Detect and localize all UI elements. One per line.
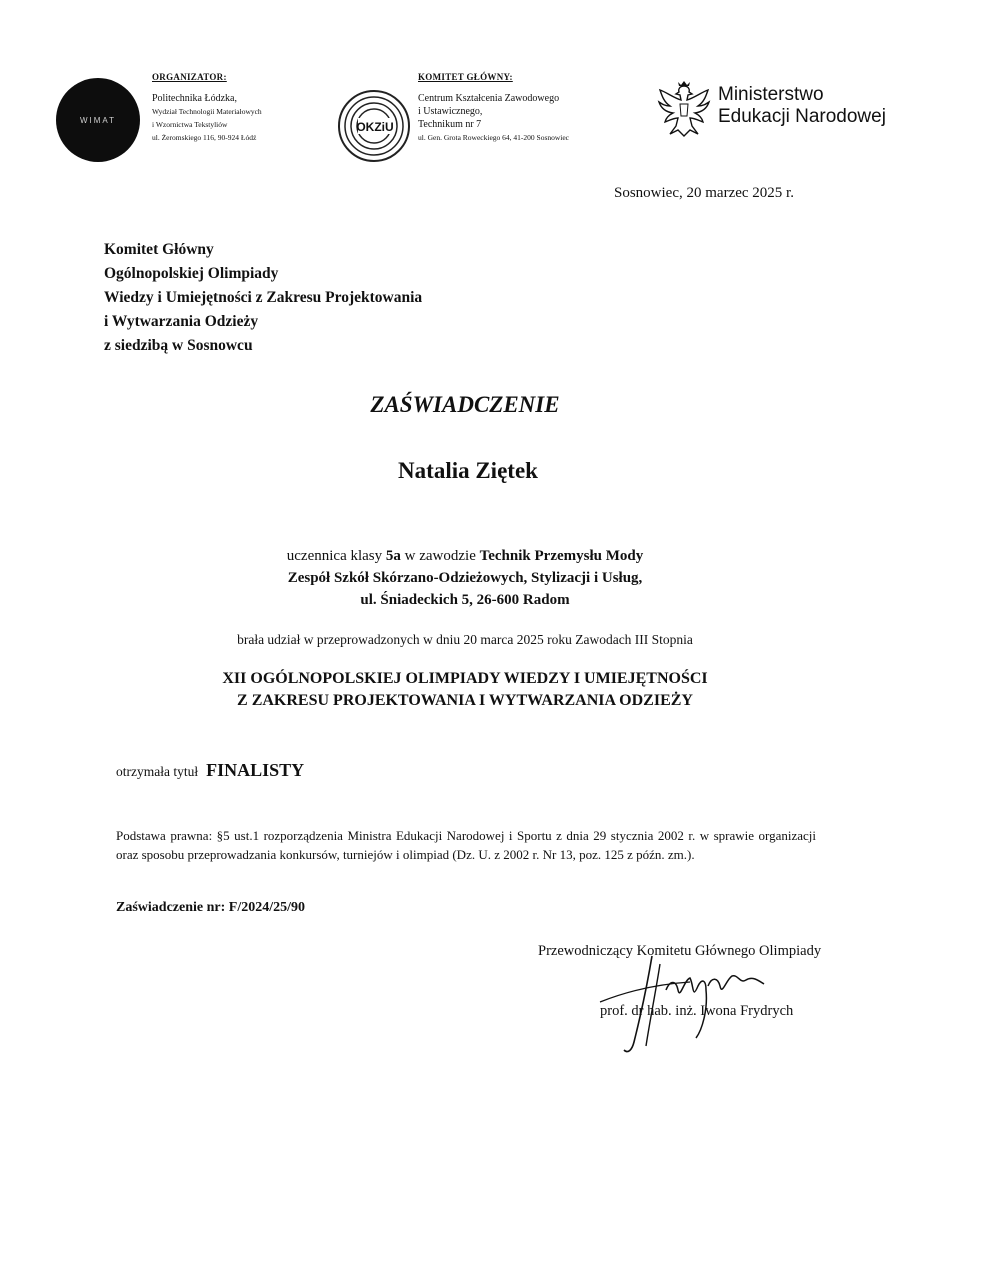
olympiad-name-line1: XII OGÓLNOPOLSKIEJ OLIMPIADY WIEDZY I UMIEJĘTNOŚCI — [222, 670, 708, 687]
student-class: 5a — [385, 548, 401, 564]
committee-line: Ogólnopolskiej Olimpiady — [104, 265, 279, 282]
certificate-number: Zaświadczenie nr: F/2024/25/90 — [116, 900, 305, 915]
result-line — [116, 760, 304, 781]
organizer-line: Wydział Technologii Materiałowych — [152, 107, 262, 116]
ministry-logo-text — [718, 84, 886, 128]
signatory-title: Przewodniczący Komitetu Głównego Olimpiady — [538, 943, 822, 959]
document-date: Sosnowiec, 20 marzec 2025 r. — [614, 185, 794, 201]
document-title: ZAŚWIADCZENIE — [370, 392, 560, 417]
committee-line: i Wytwarzania Odzieży — [104, 313, 259, 330]
handwritten-signature — [590, 950, 780, 1060]
wimat-logo-text: WIMAT — [79, 115, 117, 125]
main-committee-line: i Ustawicznego, — [418, 106, 483, 117]
okziu-logo-text: OKZiU — [356, 120, 394, 134]
okziu-logo — [336, 88, 412, 164]
recipient-name: Natalia Ziętek — [398, 458, 538, 483]
wimat-logo — [56, 78, 140, 162]
student-school-address: ul. Śniadeckich 5, 26-600 Radom — [360, 592, 570, 608]
committee-line: Wiedzy i Umiejętności z Zakresu Projektowania — [104, 289, 423, 306]
legal-basis: Podstawa prawna: §5 ust.1 rozporządzenia Ministra Edukacji Narodowej i Sportu z dnia 29 stycznia 2002 r. w sprawie organizacji oraz sposobu przeprowadzania konkursów, turniejów i olimpiad (Dz. U. z 2002 r. Nr 13, poz. 125 z późn. zm.). — [116, 828, 816, 862]
student-class-line — [0, 548, 930, 565]
olympiad-name-line2: Z ZAKRESU PROJEKTOWANIA I WYTWARZANIA ODZIEŻY — [237, 692, 693, 709]
organizer-block — [152, 72, 262, 144]
student-prefix: uczennica klasy — [286, 548, 386, 564]
participation-text: brała udział w przeprowadzonych w dniu 20 marca 2025 roku Zawodach III Stopnia — [237, 632, 693, 647]
student-profession: Technik Przemysłu Mody — [479, 548, 644, 564]
main-committee-line: Centrum Kształcenia Zawodowego — [418, 93, 560, 104]
main-committee-block — [418, 72, 569, 144]
eagle-emblem-icon — [656, 80, 712, 140]
result-value: FINALISTY — [206, 760, 305, 780]
result-label: otrzymała tytuł — [116, 764, 199, 779]
organizer-heading: ORGANIZATOR: — [152, 72, 227, 82]
main-committee-heading: KOMITET GŁÓWNY: — [418, 72, 513, 82]
committee-address — [104, 238, 422, 358]
organizer-line: ul. Żeromskiego 116, 90-924 Łódź — [152, 133, 257, 142]
ministry-line1: Ministerstwo — [718, 84, 824, 105]
organizer-line: i Wzornictwa Tekstyliów — [152, 120, 228, 129]
organizer-line: Politechnika Łódzka, — [152, 93, 237, 104]
main-committee-line: Technikum nr 7 — [418, 119, 482, 130]
committee-line: z siedzibą w Sosnowcu — [104, 337, 253, 354]
committee-line: Komitet Główny — [104, 241, 214, 258]
student-middle: w zawodzie — [400, 548, 480, 564]
main-committee-line: ul. Gen. Grota Roweckiego 64, 41-200 Sosnowiec — [418, 133, 570, 142]
signatory-name: prof. dr hab. inż. Iwona Frydrych — [600, 1003, 794, 1019]
ministry-line2: Edukacji Narodowej — [718, 106, 886, 127]
student-school: Zespół Szkół Skórzano-Odzieżowych, Stylizacji i Usług, — [287, 570, 643, 586]
